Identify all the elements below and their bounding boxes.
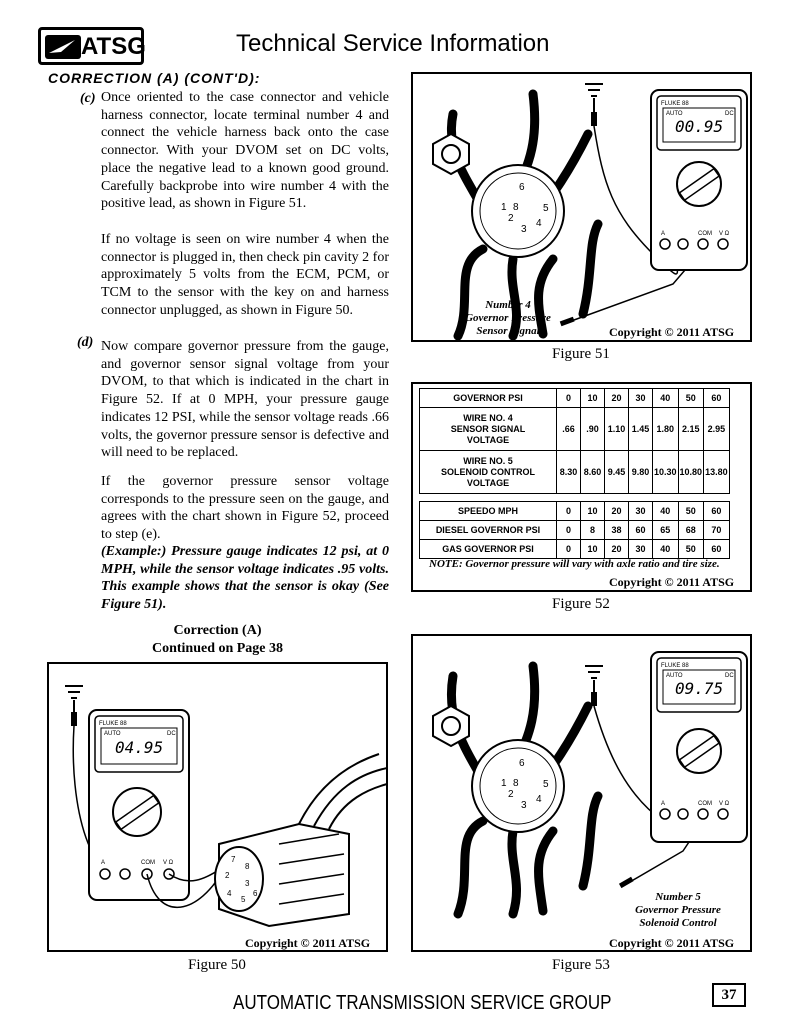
table-cell: 8.30 <box>557 451 581 494</box>
table-row-label-line: VOLTAGE <box>466 434 510 445</box>
table-row-label <box>420 540 557 559</box>
table-cell: 9.80 <box>629 451 653 494</box>
fig50-meter-brand: FLUKE 88 <box>99 721 127 727</box>
table-row <box>420 502 730 521</box>
fig53-caption: Figure 53 <box>552 957 610 973</box>
table-row-label <box>420 521 557 540</box>
table-cell: 1.10 <box>605 408 629 451</box>
table-cell: 8 <box>581 521 605 540</box>
continued-line-2: Continued on Page 38 <box>151 641 284 656</box>
table-cell: 50 <box>678 389 704 408</box>
table-cell: 0 <box>557 521 581 540</box>
fig53-callout <box>608 891 748 930</box>
table-row <box>420 389 730 408</box>
fig51-pin-6: 6 <box>519 182 525 193</box>
fig51-pin-8: 8 <box>513 202 519 213</box>
fig51-jack-a: A <box>661 231 666 237</box>
table-cell: 10 <box>581 540 605 559</box>
fig51-jack-v: V Ω <box>719 231 730 237</box>
fig51-copyright: Copyright © 2011 ATSG <box>609 325 735 339</box>
table-cell: 60 <box>629 521 653 540</box>
footer-org-name: AUTOMATIC TRANSMISSION SERVICE GROUP <box>233 992 612 1014</box>
table-cell: 60 <box>704 502 730 521</box>
fig53-meter-unit: DC <box>725 673 734 679</box>
table-cell: 10.80 <box>678 451 704 494</box>
table-cell: 0 <box>557 389 581 408</box>
table-cell: 68 <box>678 521 704 540</box>
table-row <box>420 521 730 540</box>
step-c-paragraph-2: If no voltage is seen on wire number 4 when the connector is plugged in, then check pin cavity 2 for approximately 5 volts from the ECM, PCM, or TCM to the sensor with the key on and harness connector unplugged, as shown in Figure 50. <box>101 232 389 318</box>
fig53-callout-line-2: Governor Pressure <box>635 904 721 916</box>
continued-line-1: Correction (A) <box>173 623 262 638</box>
fig53-meter-reading: 09.75 <box>675 679 724 698</box>
fig50-pin-6: 6 <box>253 889 258 898</box>
table-row-label <box>420 408 557 451</box>
table-cell: 40 <box>653 540 679 559</box>
fig50-meter-mode: AUTO <box>104 731 121 737</box>
fig50-jack-com: COM <box>141 860 155 866</box>
table-cell: 10.30 <box>653 451 679 494</box>
step-c-marker: (c) <box>80 91 96 106</box>
table-row-label-line: WIRE NO. 5 <box>463 455 513 466</box>
table-cell: .66 <box>557 408 581 451</box>
figure-50-box <box>47 662 388 952</box>
table-gap-row <box>420 494 730 502</box>
table-cell: 10 <box>581 389 605 408</box>
table-cell: 20 <box>605 389 629 408</box>
table-cell: 50 <box>678 540 704 559</box>
page-title: Technical Service Information <box>236 30 550 57</box>
table-cell: 13.80 <box>704 451 730 494</box>
fig50-copyright: Copyright © 2011 ATSG <box>245 936 371 950</box>
table-row <box>420 408 730 451</box>
fig50-caption: Figure 50 <box>188 957 246 973</box>
fig50-jack-v: V Ω <box>163 860 174 866</box>
fig52-table <box>419 388 730 559</box>
fig53-pin-1: 1 <box>501 778 507 789</box>
table-cell: 60 <box>704 389 730 408</box>
table-row-label-line: WIRE NO. 4 <box>463 412 513 423</box>
table-cell: 70 <box>704 521 730 540</box>
fig52-caption: Figure 52 <box>552 596 610 612</box>
fig50-meter-reading: 04.95 <box>115 738 164 757</box>
fig53-meter-mode: AUTO <box>666 673 683 679</box>
step-d-paragraph-2: If the governor pressure sensor voltage corresponds to the pressure seen on the gauge, and agrees with the chart shown in Figure 52, proceed to step (e). <box>101 474 389 543</box>
step-d-marker: (d) <box>77 335 94 350</box>
table-cell: 1.45 <box>629 408 653 451</box>
continued-note <box>140 622 295 658</box>
table-cell: 65 <box>653 521 679 540</box>
table-row-label-line: SPEEDO MPH <box>457 505 518 516</box>
fig51-jack-com: COM <box>698 231 712 237</box>
table-cell: 30 <box>629 540 653 559</box>
step-c-paragraph-1: Once oriented to the case connector and vehicle harness connector, locate terminal number 4 and connect the vehicle harness back onto the case connector. With your DVOM set on DC volts, place the negative lead to a known good ground. Carefully backprobe into wire number 4 with the positive lead, as shown in Figure 51. <box>101 90 389 212</box>
fig53-pin-2: 2 <box>508 789 514 800</box>
fig51-pin-2: 2 <box>508 213 514 224</box>
table-cell: 9.45 <box>605 451 629 494</box>
table-cell: 40 <box>653 389 679 408</box>
fig51-meter-mode: AUTO <box>666 111 683 117</box>
fig50-pin-7: 7 <box>231 855 236 864</box>
fig50-meter-unit: DC <box>167 731 176 737</box>
logo-emblem-icon <box>45 35 81 59</box>
table-cell: 50 <box>678 502 704 521</box>
fig52-note: NOTE: Governor pressure will vary with axle ratio and tire size. <box>429 558 720 570</box>
step-d-paragraph-1: Now compare governor pressure from the gauge, and governor sensor signal voltage from your DVOM, to that which is indicated in the chart in Figure 52. If at 0 MPH, your pressure gauge indicates 12 PSI, while the sensor voltage reads .66 volts, the governor pressure sensor is defective and will need to be replaced. <box>101 339 389 461</box>
table-row-label-line: GOVERNOR PSI <box>453 392 523 403</box>
fig50-pin-8: 8 <box>245 862 250 871</box>
table-row-label-line: VOLTAGE <box>466 477 510 488</box>
fig53-pin-6: 6 <box>519 758 525 769</box>
table-cell: 30 <box>629 502 653 521</box>
fig50-pin-2: 2 <box>225 871 230 880</box>
fig51-pin-3: 3 <box>521 224 527 235</box>
table-cell: 10 <box>581 502 605 521</box>
fig50-jack-a: A <box>101 860 106 866</box>
page-number: 37 <box>712 983 746 1007</box>
table-row <box>420 540 730 559</box>
fig51-pin-5: 5 <box>543 203 549 214</box>
fig50-pin-5: 5 <box>241 895 246 904</box>
table-cell: 8.60 <box>581 451 605 494</box>
fig51-meter-reading: 00.95 <box>675 117 724 136</box>
table-cell: 20 <box>605 540 629 559</box>
table-row-label-line: SOLENOID CONTROL <box>441 466 535 477</box>
table-row-label-line: SENSOR SIGNAL <box>450 423 526 434</box>
fig51-callout <box>453 299 563 338</box>
table-cell: 38 <box>605 521 629 540</box>
fig51-caption: Figure 51 <box>552 346 610 362</box>
fig53-pin-8: 8 <box>513 778 519 789</box>
table-row <box>420 451 730 494</box>
step-d-example: (Example:) Pressure gauge indicates 12 psi, at 0 MPH, while the sensor voltage indicates .95 volts. This example shows that the sensor is okay (See Figure 51). <box>101 544 389 613</box>
fig53-pin-3: 3 <box>521 800 527 811</box>
fig53-callout-line-3: Solenoid Control <box>639 917 717 929</box>
fig51-callout-line-2: Governor Pressure <box>465 312 551 324</box>
fig50-pin-4: 4 <box>227 889 232 898</box>
fig53-pin-4: 4 <box>536 794 542 805</box>
table-cell: 2.15 <box>678 408 704 451</box>
atsg-logo <box>38 27 144 65</box>
table-cell: 1.80 <box>653 408 679 451</box>
fig53-copyright: Copyright © 2011 ATSG <box>609 936 735 950</box>
table-gap-cell <box>420 494 730 502</box>
section-heading: CORRECTION (A) (CONT'D): <box>48 70 261 86</box>
table-cell: 0 <box>557 502 581 521</box>
fig51-pin-1: 1 <box>501 202 507 213</box>
fig51-callout-line-1: Number 4 <box>485 299 531 311</box>
table-cell: .90 <box>581 408 605 451</box>
table-cell: 40 <box>653 502 679 521</box>
figure-53-box <box>411 634 752 952</box>
fig50-pin-3: 3 <box>245 879 250 888</box>
table-row-label <box>420 389 557 408</box>
fig51-pin-4: 4 <box>536 218 542 229</box>
logo-text: ATSG <box>81 33 146 60</box>
fig51-meter-brand: FLUKE 88 <box>661 101 689 107</box>
table-cell: 30 <box>629 389 653 408</box>
fig52-copyright: Copyright © 2011 ATSG <box>609 575 735 589</box>
table-cell: 60 <box>704 540 730 559</box>
fig53-jack-a: A <box>661 801 666 807</box>
table-row-label <box>420 502 557 521</box>
fig51-meter-unit: DC <box>725 111 734 117</box>
table-row-label <box>420 451 557 494</box>
figure-50-illustration <box>49 664 388 952</box>
table-cell: 2.95 <box>704 408 730 451</box>
fig53-meter-brand: FLUKE 88 <box>661 663 689 669</box>
figure-52-box <box>411 382 752 592</box>
fig53-pin-5: 5 <box>543 779 549 790</box>
fig53-jack-com: COM <box>698 801 712 807</box>
figure-51-box <box>411 72 752 342</box>
table-row-label-line: DIESEL GOVERNOR PSI <box>435 524 541 535</box>
fig51-callout-line-3: Sensor Signal <box>476 325 540 337</box>
fig53-jack-v: V Ω <box>719 801 730 807</box>
table-cell: 0 <box>557 540 581 559</box>
table-cell: 20 <box>605 502 629 521</box>
table-row-label-line: GAS GOVERNOR PSI <box>442 543 534 554</box>
fig53-callout-line-1: Number 5 <box>655 891 701 903</box>
